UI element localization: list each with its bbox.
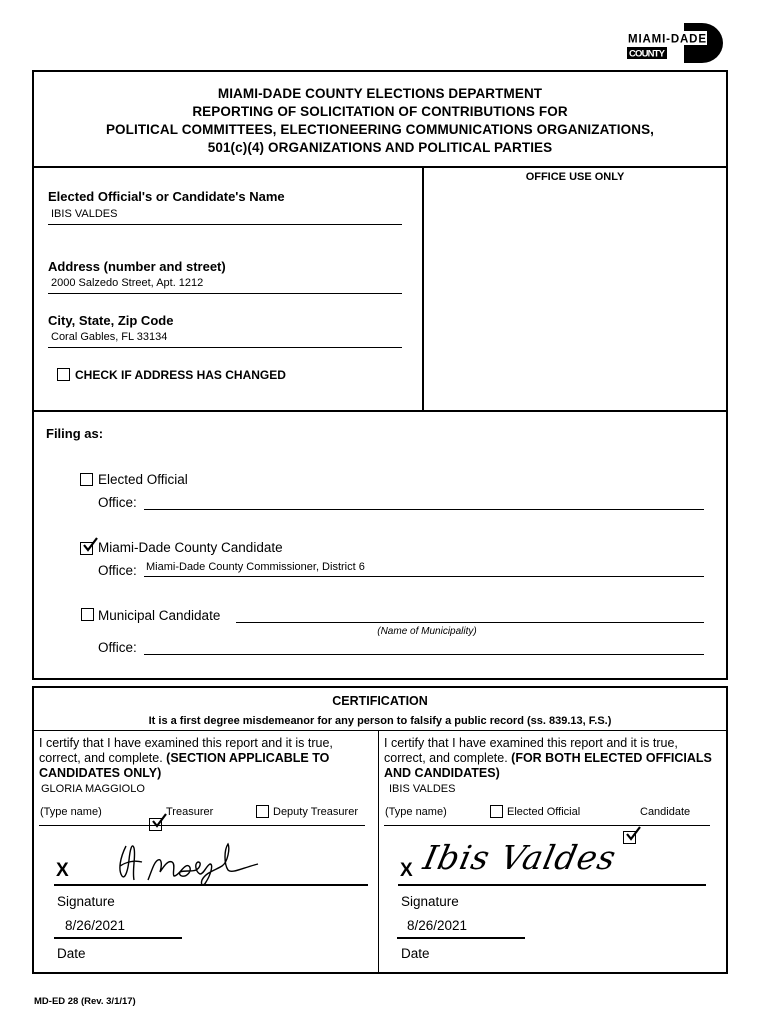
left-signature-label: Signature: [57, 894, 115, 909]
form-number: MD-ED 28 (Rev. 3/1/17): [34, 996, 136, 1007]
checkmark-icon: [151, 813, 167, 829]
candidate-name-field[interactable]: [48, 208, 402, 225]
county-candidate-checkbox[interactable]: [80, 542, 93, 555]
right-handwritten-signature: Ibis Valdes: [420, 838, 621, 877]
county-office-value: Miami-Dade County Commissioner, District 6: [146, 561, 365, 573]
candidate-cert-label: Candidate: [640, 806, 691, 818]
header-line1: MIAMI-DADE COUNTY ELECTIONS DEPARTMENT: [217, 86, 543, 101]
header-line3: POLITICAL COMMITTEES, ELECTIONEERING COMMUNICATIONS ORGANIZATIONS,: [105, 122, 655, 137]
left-date-value: 8/26/2021: [65, 918, 126, 933]
section-divider: [422, 168, 424, 410]
right-type-name-rule: [384, 825, 710, 826]
right-date-line[interactable]: [397, 937, 525, 939]
address-changed-checkbox[interactable]: [57, 368, 70, 381]
municipal-office-label: Office:: [98, 640, 137, 655]
left-typed-name: GLORIA MAGGIOLO: [41, 783, 145, 795]
right-date-label: Date: [401, 946, 430, 961]
city-state-zip-field[interactable]: [48, 331, 402, 348]
certification-warning: It is a first degree misdemeanor for any person to falsify a public record (ss. 839.13, F.S.): [148, 715, 612, 727]
right-x-mark: X: [400, 860, 413, 881]
checkmark-icon: [82, 537, 98, 553]
certification-column-divider: [378, 730, 379, 973]
right-date-value: 8/26/2021: [407, 918, 468, 933]
elected-office-field[interactable]: [144, 494, 704, 510]
county-office-label: Office:: [98, 563, 137, 578]
county-office-field[interactable]: [144, 561, 704, 577]
miami-dade-county-logo: [622, 22, 726, 64]
address-changed-label: CHECK IF ADDRESS HAS CHANGED: [75, 368, 286, 382]
city-state-zip-value: Coral Gables, FL 33134: [51, 331, 168, 343]
municipal-candidate-label: Municipal Candidate: [98, 608, 221, 623]
left-certify-scope: (SECTION APPLICABLE TO CANDIDATES ONLY): [39, 751, 330, 780]
left-signature-line[interactable]: [54, 884, 368, 886]
form-header: [32, 70, 728, 168]
city-state-zip-label: City, State, Zip Code: [48, 313, 174, 328]
checkmark-icon: [625, 826, 641, 842]
filing-as-label: Filing as:: [46, 426, 104, 441]
left-date-label: Date: [57, 946, 86, 961]
left-x-mark: X: [56, 860, 69, 881]
municipal-candidate-checkbox[interactable]: [81, 608, 94, 621]
right-certify-text: I certify that I have examined this report and it is true, correct, and complete.: [384, 736, 678, 765]
deputy-treasurer-checkbox[interactable]: [256, 805, 269, 818]
treasurer-label: Treasurer: [166, 806, 214, 818]
right-type-name-label: (Type name): [385, 806, 447, 818]
right-certify-scope: (FOR BOTH ELECTED OFFICIALS AND CANDIDATES): [384, 751, 712, 780]
logo-line2: COUNTY: [629, 48, 665, 60]
right-typed-name: IBIS VALDES: [389, 783, 456, 795]
left-certify-statement: [39, 736, 373, 781]
municipal-office-field[interactable]: [144, 639, 704, 655]
elected-official-checkbox[interactable]: [80, 473, 93, 486]
elected-official-cert-checkbox[interactable]: [490, 805, 503, 818]
candidate-name-value: IBIS VALDES: [51, 208, 118, 220]
address-label: Address (number and street): [48, 259, 226, 274]
right-signature-line[interactable]: [398, 884, 706, 886]
county-candidate-label: Miami-Dade County Candidate: [98, 540, 283, 555]
left-type-name-label: (Type name): [40, 806, 102, 818]
address-value: 2000 Salzedo Street, Apt. 1212: [51, 277, 204, 289]
elected-official-label: Elected Official: [98, 472, 188, 487]
header-line2: REPORTING OF SOLICITATION OF CONTRIBUTIONS FOR: [192, 104, 568, 119]
right-signature-label: Signature: [401, 894, 459, 909]
deputy-treasurer-label: Deputy Treasurer: [273, 806, 358, 818]
candidate-name-label: Elected Official's or Candidate's Name: [48, 189, 285, 204]
address-field[interactable]: [48, 277, 402, 294]
elected-office-label: Office:: [98, 495, 137, 510]
municipality-caption: (Name of Municipality): [377, 626, 477, 637]
certification-rule: [34, 730, 726, 731]
right-certify-statement: [384, 736, 720, 781]
left-certify-text: I certify that I have examined this report and it is true, correct, and complete.: [39, 736, 333, 765]
candidate-cert-checkbox[interactable]: [623, 831, 636, 844]
elected-official-cert-label: Elected Official: [507, 806, 581, 818]
header-line4: 501(c)(4) ORGANIZATIONS AND POLITICAL PARTIES: [207, 140, 553, 155]
left-date-line[interactable]: [54, 937, 182, 939]
left-type-name-rule: [39, 825, 365, 826]
logo-line1: MIAMI-DADE: [628, 33, 706, 46]
office-use-label: OFFICE USE ONLY: [525, 171, 625, 183]
left-handwritten-signature: [112, 836, 262, 888]
municipality-name-field[interactable]: [236, 607, 704, 623]
certification-title: CERTIFICATION: [332, 694, 428, 708]
